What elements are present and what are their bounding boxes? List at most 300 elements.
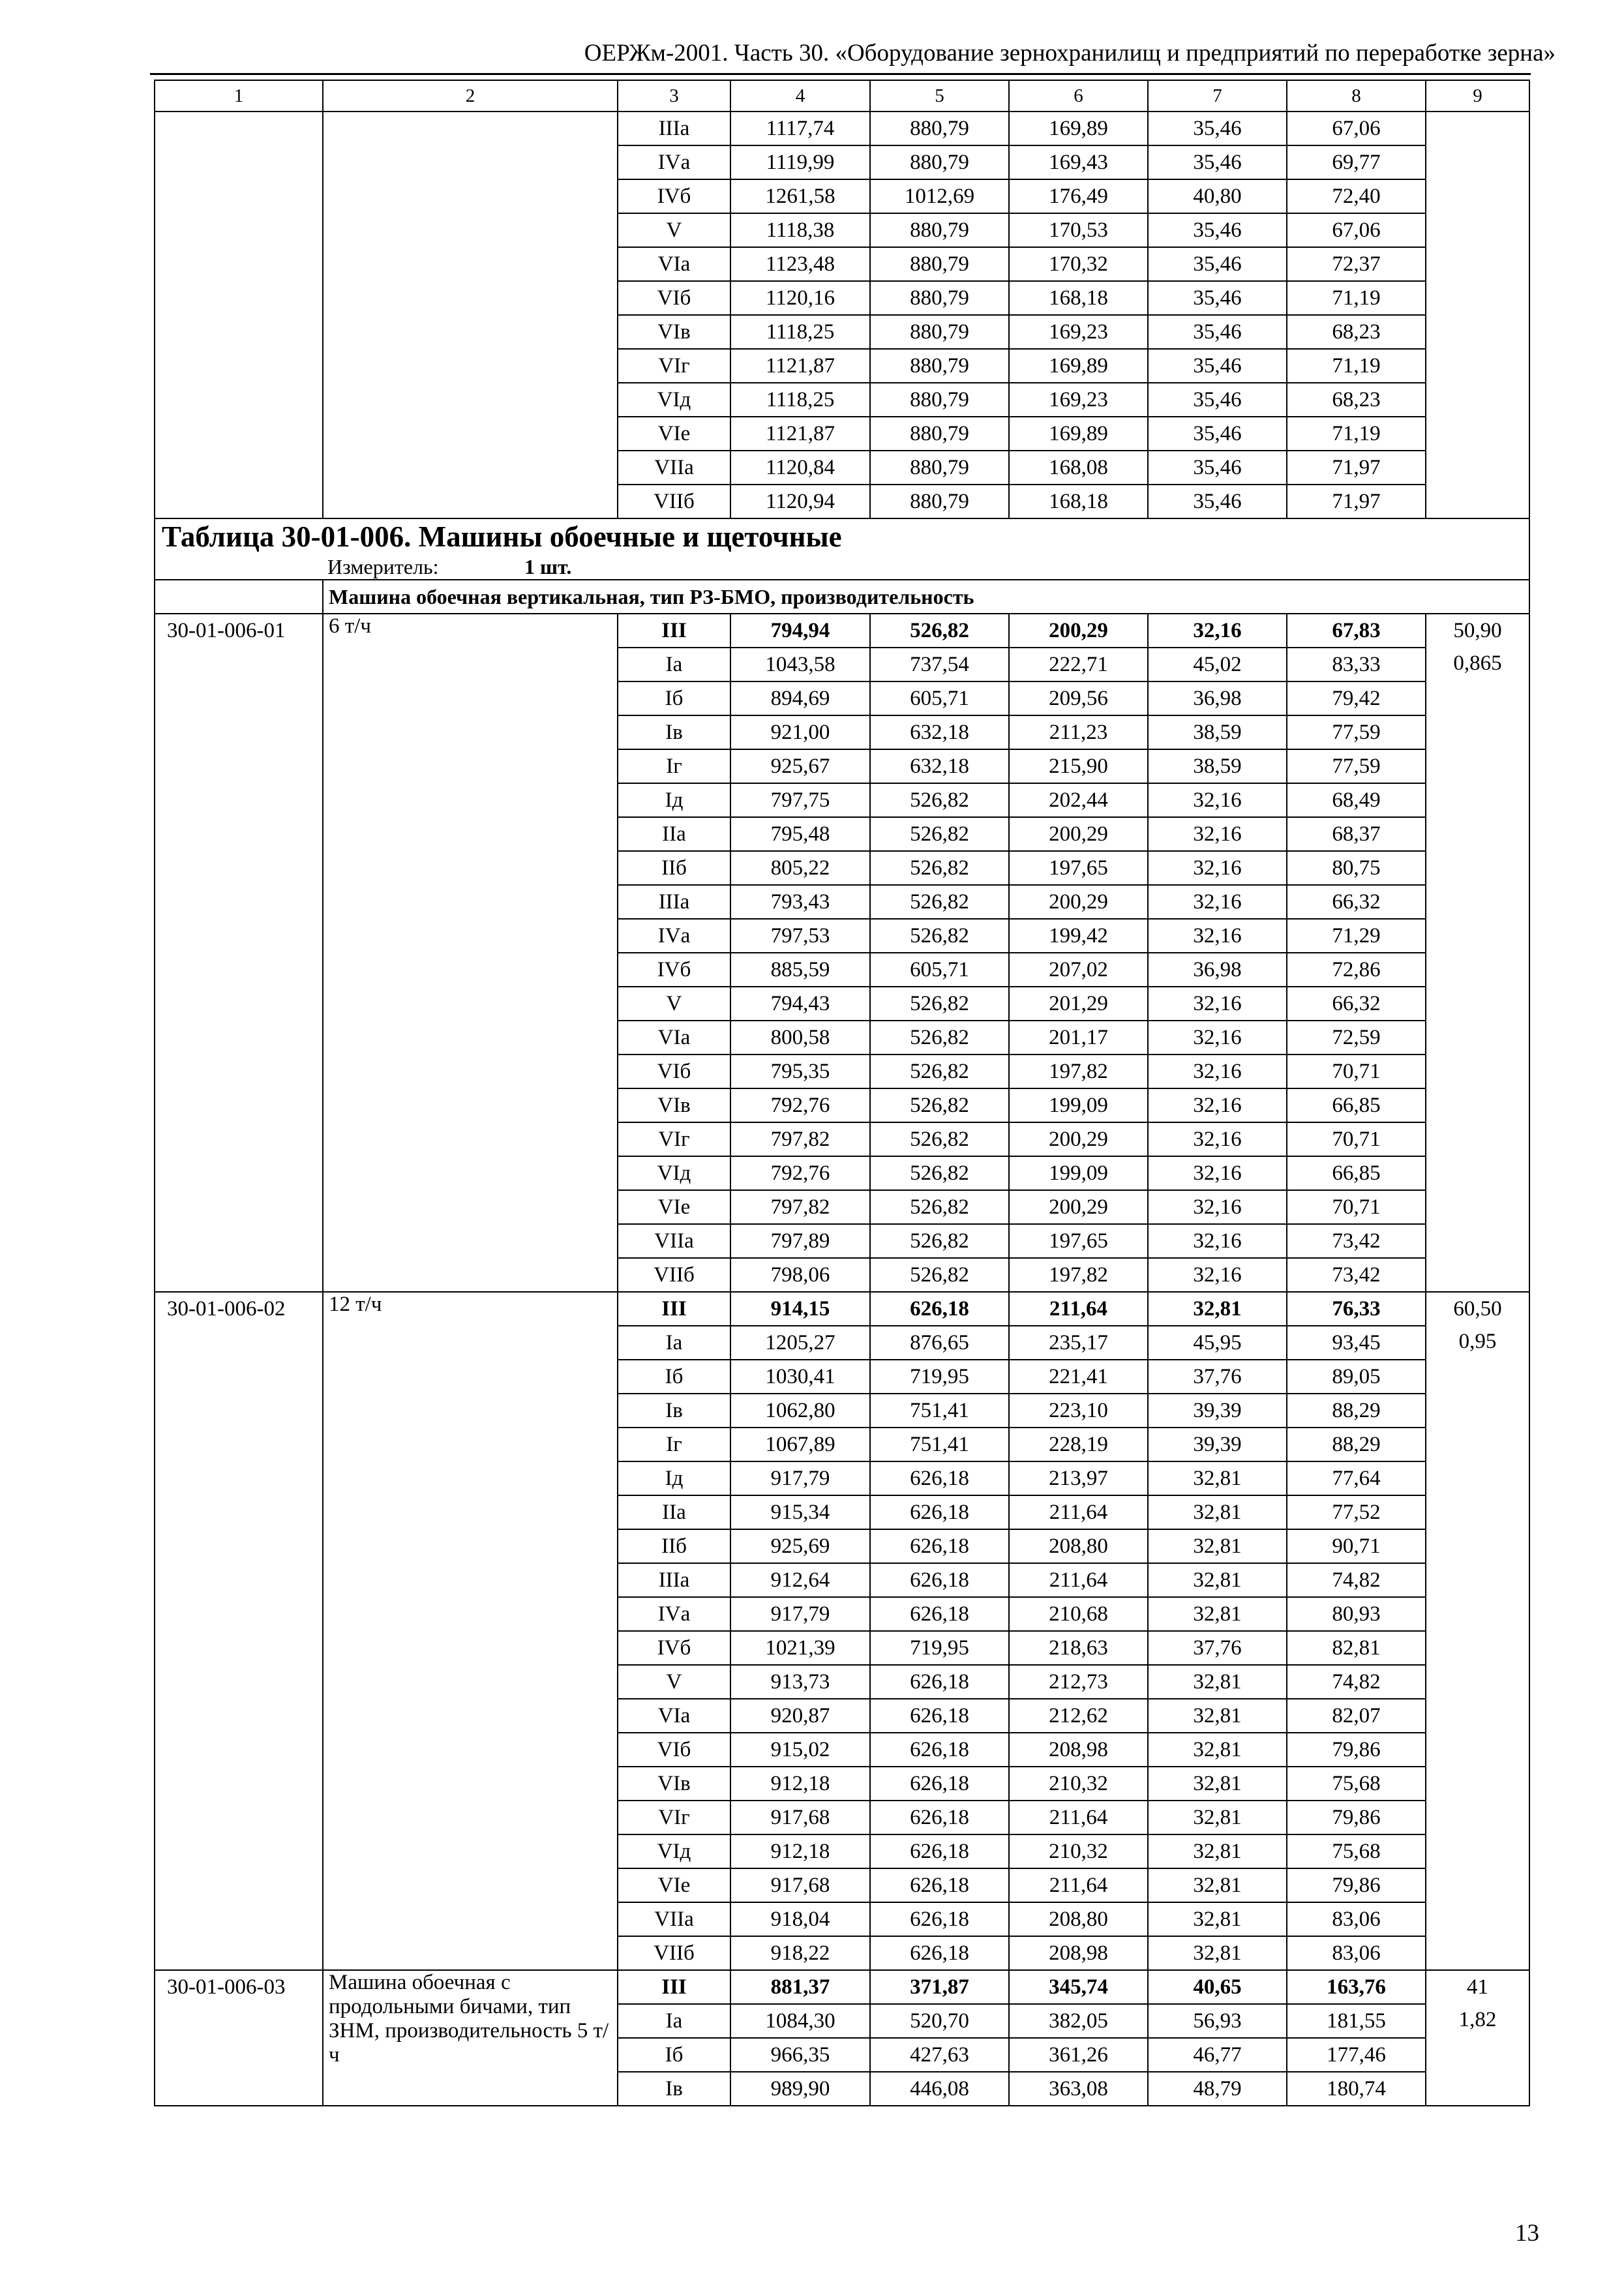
value-cell: 209,56 — [1009, 681, 1148, 715]
unit-label: Измеритель: — [327, 555, 439, 578]
value-cell: 202,44 — [1009, 783, 1148, 817]
value-cell: 208,98 — [1009, 1936, 1148, 1970]
value-cell: 38,59 — [1148, 749, 1287, 783]
zone-cell: IVб — [618, 953, 730, 987]
value-cell: 880,79 — [870, 315, 1009, 349]
value-cell: 168,18 — [1009, 281, 1148, 315]
zone-cell: VIа — [618, 1699, 730, 1733]
section-title: Машина обоечная вертикальная, тип РЗ-БМО, производительность — [323, 580, 1529, 614]
value-cell: 32,81 — [1148, 1902, 1287, 1936]
value-cell: 526,82 — [870, 1190, 1009, 1224]
value-cell: 74,82 — [1287, 1665, 1426, 1699]
zone-cell: IIIа — [618, 1563, 730, 1597]
table-row — [155, 112, 1529, 145]
value-cell: 32,16 — [1148, 614, 1287, 648]
value-cell: 200,29 — [1009, 1122, 1148, 1156]
value-cell: 880,79 — [870, 417, 1009, 451]
value-cell: 1030,41 — [730, 1360, 870, 1394]
value-cell: 200,29 — [1009, 614, 1148, 648]
value-cell: 80,93 — [1287, 1597, 1426, 1631]
page-number: 13 — [1515, 2220, 1539, 2247]
value-cell: 35,46 — [1148, 145, 1287, 179]
value-cell: 894,69 — [730, 681, 870, 715]
value-cell: 213,97 — [1009, 1461, 1148, 1495]
value-cell: 626,18 — [870, 1665, 1009, 1699]
value-cell: 526,82 — [870, 919, 1009, 953]
column-number: 3 — [618, 80, 730, 112]
value-cell: 72,86 — [1287, 953, 1426, 987]
value-cell: 199,42 — [1009, 919, 1148, 953]
value-cell: 45,95 — [1148, 1326, 1287, 1360]
zone-cell: IIа — [618, 817, 730, 851]
value-cell: 77,64 — [1287, 1461, 1426, 1495]
value-cell: 793,43 — [730, 885, 870, 919]
value-cell: 77,52 — [1287, 1495, 1426, 1529]
value-cell: 1118,38 — [730, 213, 870, 247]
value-cell: 169,89 — [1009, 349, 1148, 383]
table-title: Таблица 30-01-006. Машины обоечные и щеточные — [155, 518, 1529, 554]
value-cell: 168,18 — [1009, 485, 1148, 518]
value-cell: 207,02 — [1009, 953, 1148, 987]
value-cell: 32,16 — [1148, 1190, 1287, 1224]
value-cell: 626,18 — [870, 1563, 1009, 1597]
value-cell: 918,04 — [730, 1902, 870, 1936]
value-cell: 925,69 — [730, 1529, 870, 1563]
value-cell: 912,18 — [730, 1834, 870, 1868]
value-cell: 795,48 — [730, 817, 870, 851]
extra-value: 60,50 — [1453, 1297, 1502, 1321]
value-cell: 1067,89 — [730, 1428, 870, 1461]
value-cell: 526,82 — [870, 1258, 1009, 1292]
value-cell: 794,43 — [730, 987, 870, 1021]
value-cell: 70,71 — [1287, 1055, 1426, 1088]
value-cell: 1043,58 — [730, 648, 870, 681]
value-cell: 168,08 — [1009, 451, 1148, 485]
value-cell: 1062,80 — [730, 1394, 870, 1428]
value-cell: 35,46 — [1148, 383, 1287, 417]
value-cell: 921,00 — [730, 715, 870, 749]
value-cell: 918,22 — [730, 1936, 870, 1970]
value-cell: 199,09 — [1009, 1156, 1148, 1190]
zone-cell: VIIа — [618, 1224, 730, 1258]
value-cell: 912,18 — [730, 1767, 870, 1801]
value-cell: 77,59 — [1287, 749, 1426, 783]
zone-cell: Iд — [618, 783, 730, 817]
value-cell: 32,81 — [1148, 1665, 1287, 1699]
value-cell: 200,29 — [1009, 885, 1148, 919]
column-number: 7 — [1148, 80, 1287, 112]
value-cell: 66,32 — [1287, 987, 1426, 1021]
value-cell: 71,19 — [1287, 281, 1426, 315]
value-cell: 751,41 — [870, 1394, 1009, 1428]
unit-row — [155, 554, 1529, 580]
value-cell: 35,46 — [1148, 451, 1287, 485]
value-cell: 32,16 — [1148, 1224, 1287, 1258]
value-cell: 180,74 — [1287, 2072, 1426, 2106]
zone-cell: Iв — [618, 2072, 730, 2106]
value-cell: 626,18 — [870, 1461, 1009, 1495]
value-cell: 218,63 — [1009, 1631, 1148, 1665]
value-cell: 79,86 — [1287, 1733, 1426, 1767]
value-cell: 626,18 — [870, 1597, 1009, 1631]
value-cell: 70,71 — [1287, 1122, 1426, 1156]
value-cell: 32,81 — [1148, 1801, 1287, 1834]
zone-cell: V — [618, 213, 730, 247]
value-cell: 38,59 — [1148, 715, 1287, 749]
value-cell: 626,18 — [870, 1767, 1009, 1801]
value-cell: 35,46 — [1148, 485, 1287, 518]
zone-cell: V — [618, 987, 730, 1021]
zone-cell: VIа — [618, 1021, 730, 1055]
zone-cell: Iв — [618, 1394, 730, 1428]
value-cell: 912,64 — [730, 1563, 870, 1597]
unit-value: 1 шт. — [524, 555, 572, 578]
value-cell: 914,15 — [730, 1292, 870, 1326]
value-cell: 626,18 — [870, 1801, 1009, 1834]
value-cell: 73,42 — [1287, 1224, 1426, 1258]
value-cell: 526,82 — [870, 1021, 1009, 1055]
zone-cell: VIв — [618, 1088, 730, 1122]
extra-cell — [1426, 112, 1529, 518]
value-cell: 526,82 — [870, 1088, 1009, 1122]
value-cell: 32,16 — [1148, 851, 1287, 885]
value-cell: 1261,58 — [730, 179, 870, 213]
value-cell: 77,59 — [1287, 715, 1426, 749]
value-cell: 913,73 — [730, 1665, 870, 1699]
value-cell: 526,82 — [870, 1122, 1009, 1156]
value-cell: 67,83 — [1287, 614, 1426, 648]
value-cell: 45,02 — [1148, 648, 1287, 681]
value-cell: 32,81 — [1148, 1563, 1287, 1597]
value-cell: 626,18 — [870, 1834, 1009, 1868]
value-cell: 526,82 — [870, 885, 1009, 919]
value-cell: 66,85 — [1287, 1156, 1426, 1190]
value-cell: 1120,94 — [730, 485, 870, 518]
zone-cell: VIIа — [618, 1902, 730, 1936]
value-cell: 68,49 — [1287, 783, 1426, 817]
value-cell: 211,64 — [1009, 1292, 1148, 1326]
value-cell: 210,32 — [1009, 1767, 1148, 1801]
value-cell: 805,22 — [730, 851, 870, 885]
extra-value: 0,95 — [1458, 1330, 1497, 1353]
zone-cell: VIб — [618, 1055, 730, 1088]
value-cell: 526,82 — [870, 783, 1009, 817]
value-cell: 915,34 — [730, 1495, 870, 1529]
value-cell: 80,75 — [1287, 851, 1426, 885]
zone-cell: VIв — [618, 315, 730, 349]
value-cell: 215,90 — [1009, 749, 1148, 783]
zone-cell: VIе — [618, 1868, 730, 1902]
value-cell: 719,95 — [870, 1360, 1009, 1394]
value-cell: 632,18 — [870, 715, 1009, 749]
value-cell: 792,76 — [730, 1088, 870, 1122]
value-cell: 632,18 — [870, 749, 1009, 783]
value-cell: 32,81 — [1148, 1936, 1287, 1970]
value-cell: 526,82 — [870, 1156, 1009, 1190]
zone-cell: III — [618, 1292, 730, 1326]
zone-cell: VIе — [618, 417, 730, 451]
value-cell: 880,79 — [870, 213, 1009, 247]
zone-cell: IVб — [618, 1631, 730, 1665]
value-cell: 35,46 — [1148, 112, 1287, 145]
value-cell: 46,77 — [1148, 2038, 1287, 2072]
value-cell: 880,79 — [870, 383, 1009, 417]
zone-cell: Iв — [618, 715, 730, 749]
value-cell: 32,16 — [1148, 1021, 1287, 1055]
value-cell: 72,40 — [1287, 179, 1426, 213]
value-cell: 56,93 — [1148, 2004, 1287, 2038]
value-cell: 382,05 — [1009, 2004, 1148, 2038]
value-cell: 363,08 — [1009, 2072, 1148, 2106]
value-cell: 169,23 — [1009, 383, 1148, 417]
value-cell: 526,82 — [870, 987, 1009, 1021]
value-cell: 163,76 — [1287, 1970, 1426, 2004]
value-cell: 32,81 — [1148, 1597, 1287, 1631]
value-cell: 68,23 — [1287, 315, 1426, 349]
value-cell: 917,68 — [730, 1801, 870, 1834]
value-cell: 40,65 — [1148, 1970, 1287, 2004]
column-number: 6 — [1009, 80, 1148, 112]
value-cell: 917,68 — [730, 1868, 870, 1902]
value-cell: 880,79 — [870, 145, 1009, 179]
table-title-row — [155, 518, 1529, 554]
value-cell: 32,81 — [1148, 1733, 1287, 1767]
value-cell: 427,63 — [870, 2038, 1009, 2072]
column-number: 8 — [1287, 80, 1426, 112]
code-cell: 30-01-006-01 — [155, 614, 323, 1292]
value-cell: 221,41 — [1009, 1360, 1148, 1394]
value-cell: 228,19 — [1009, 1428, 1148, 1461]
value-cell: 89,05 — [1287, 1360, 1426, 1394]
column-number-row — [155, 80, 1529, 112]
value-cell: 1012,69 — [870, 179, 1009, 213]
zone-cell: VIв — [618, 1767, 730, 1801]
value-cell: 1120,16 — [730, 281, 870, 315]
value-cell: 169,89 — [1009, 112, 1148, 145]
value-cell: 626,18 — [870, 1292, 1009, 1326]
column-number: 2 — [323, 80, 618, 112]
value-cell: 169,89 — [1009, 417, 1148, 451]
table-row — [155, 1292, 1529, 1326]
value-cell: 626,18 — [870, 1699, 1009, 1733]
value-cell: 83,06 — [1287, 1902, 1426, 1936]
value-cell: 90,71 — [1287, 1529, 1426, 1563]
zone-cell: IIб — [618, 851, 730, 885]
description-cell — [323, 112, 618, 518]
value-cell: 626,18 — [870, 1495, 1009, 1529]
value-cell: 1121,87 — [730, 349, 870, 383]
value-cell: 32,81 — [1148, 1292, 1287, 1326]
value-cell: 71,29 — [1287, 919, 1426, 953]
value-cell: 917,79 — [730, 1461, 870, 1495]
value-cell: 881,37 — [730, 1970, 870, 2004]
value-cell: 32,16 — [1148, 919, 1287, 953]
value-cell: 446,08 — [870, 2072, 1009, 2106]
value-cell: 67,06 — [1287, 112, 1426, 145]
value-cell: 32,16 — [1148, 987, 1287, 1021]
value-cell: 800,58 — [730, 1021, 870, 1055]
value-cell: 795,35 — [730, 1055, 870, 1088]
value-cell: 82,81 — [1287, 1631, 1426, 1665]
value-cell: 71,19 — [1287, 349, 1426, 383]
value-cell: 32,16 — [1148, 1122, 1287, 1156]
running-header: ОЕРЖм-2001. Часть 30. «Оборудование зернохранилищ и предприятий по переработке зерна» — [584, 40, 1556, 67]
zone-cell: IIIа — [618, 112, 730, 145]
value-cell: 989,90 — [730, 2072, 870, 2106]
unit-cell — [155, 554, 1529, 580]
value-cell: 222,71 — [1009, 648, 1148, 681]
value-cell: 235,17 — [1009, 1326, 1148, 1360]
value-cell: 79,86 — [1287, 1868, 1426, 1902]
zone-cell: IVб — [618, 179, 730, 213]
value-cell: 70,71 — [1287, 1190, 1426, 1224]
value-cell: 32,16 — [1148, 817, 1287, 851]
value-cell: 211,64 — [1009, 1495, 1148, 1529]
value-cell: 32,16 — [1148, 1258, 1287, 1292]
value-cell: 35,46 — [1148, 247, 1287, 281]
value-cell: 35,46 — [1148, 349, 1287, 383]
value-cell: 74,82 — [1287, 1563, 1426, 1597]
value-cell: 626,18 — [870, 1868, 1009, 1902]
value-cell: 83,33 — [1287, 648, 1426, 681]
value-cell: 751,41 — [870, 1428, 1009, 1461]
value-cell: 626,18 — [870, 1936, 1009, 1970]
code-cell: 30-01-006-03 — [155, 1970, 323, 2106]
value-cell: 169,43 — [1009, 145, 1148, 179]
zone-cell: VIIб — [618, 485, 730, 518]
value-cell: 88,29 — [1287, 1394, 1426, 1428]
zone-cell: VIд — [618, 383, 730, 417]
zone-cell: IVа — [618, 145, 730, 179]
value-cell: 1119,99 — [730, 145, 870, 179]
value-cell: 72,59 — [1287, 1021, 1426, 1055]
value-cell: 1118,25 — [730, 315, 870, 349]
value-cell: 200,29 — [1009, 1190, 1148, 1224]
extra-cell — [1426, 1292, 1529, 1970]
value-cell: 197,65 — [1009, 851, 1148, 885]
zone-cell: VIд — [618, 1156, 730, 1190]
value-cell: 792,76 — [730, 1156, 870, 1190]
value-cell: 210,32 — [1009, 1834, 1148, 1868]
value-cell: 75,68 — [1287, 1767, 1426, 1801]
value-cell: 211,23 — [1009, 715, 1148, 749]
zone-cell: III — [618, 614, 730, 648]
value-cell: 200,29 — [1009, 817, 1148, 851]
value-cell: 66,32 — [1287, 885, 1426, 919]
value-cell: 197,82 — [1009, 1258, 1148, 1292]
zone-cell: IIа — [618, 1495, 730, 1529]
section-code-cell — [155, 580, 323, 614]
value-cell: 32,81 — [1148, 1868, 1287, 1902]
value-cell: 797,89 — [730, 1224, 870, 1258]
value-cell: 199,09 — [1009, 1088, 1148, 1122]
rates-table — [154, 80, 1530, 2106]
header-rule — [150, 73, 1531, 75]
value-cell: 66,85 — [1287, 1088, 1426, 1122]
zone-cell: Iг — [618, 1428, 730, 1461]
value-cell: 1120,84 — [730, 451, 870, 485]
column-number: 5 — [870, 80, 1009, 112]
value-cell: 797,82 — [730, 1122, 870, 1156]
value-cell: 223,10 — [1009, 1394, 1148, 1428]
value-cell: 880,79 — [870, 349, 1009, 383]
value-cell: 71,19 — [1287, 417, 1426, 451]
value-cell: 797,82 — [730, 1190, 870, 1224]
value-cell: 876,65 — [870, 1326, 1009, 1360]
value-cell: 526,82 — [870, 817, 1009, 851]
description-cell: Машина обоечная с продольными бичами, тип ЗНМ, производительность 5 т/ч — [323, 1970, 618, 2106]
value-cell: 798,06 — [730, 1258, 870, 1292]
value-cell: 177,46 — [1287, 2038, 1426, 2072]
value-cell: 169,23 — [1009, 315, 1148, 349]
value-cell: 35,46 — [1148, 417, 1287, 451]
value-cell: 520,70 — [870, 2004, 1009, 2038]
zone-cell: VIг — [618, 1122, 730, 1156]
value-cell: 32,81 — [1148, 1495, 1287, 1529]
value-cell: 71,97 — [1287, 451, 1426, 485]
value-cell: 1205,27 — [730, 1326, 870, 1360]
value-cell: 915,02 — [730, 1733, 870, 1767]
zone-cell: Iа — [618, 1326, 730, 1360]
value-cell: 526,82 — [870, 851, 1009, 885]
zone-cell: Iд — [618, 1461, 730, 1495]
value-cell: 32,81 — [1148, 1834, 1287, 1868]
value-cell: 39,39 — [1148, 1394, 1287, 1428]
zone-cell: VIе — [618, 1190, 730, 1224]
zone-cell: VIб — [618, 281, 730, 315]
value-cell: 73,42 — [1287, 1258, 1426, 1292]
value-cell: 208,80 — [1009, 1529, 1148, 1563]
extra-value: 0,865 — [1453, 651, 1502, 675]
extra-cell — [1426, 1970, 1529, 2106]
value-cell: 361,26 — [1009, 2038, 1148, 2072]
value-cell: 211,64 — [1009, 1801, 1148, 1834]
value-cell: 39,39 — [1148, 1428, 1287, 1461]
value-cell: 32,81 — [1148, 1461, 1287, 1495]
table-row — [155, 614, 1529, 648]
value-cell: 1084,30 — [730, 2004, 870, 2038]
value-cell: 526,82 — [870, 614, 1009, 648]
section-row — [155, 580, 1529, 614]
extra-value: 50,90 — [1453, 619, 1502, 642]
value-cell: 345,74 — [1009, 1970, 1148, 2004]
value-cell: 208,98 — [1009, 1733, 1148, 1767]
extra-cell — [1426, 614, 1529, 1292]
value-cell: 920,87 — [730, 1699, 870, 1733]
value-cell: 35,46 — [1148, 315, 1287, 349]
value-cell: 794,94 — [730, 614, 870, 648]
value-cell: 37,76 — [1148, 1360, 1287, 1394]
value-cell: 37,76 — [1148, 1631, 1287, 1665]
value-cell: 32,16 — [1148, 1156, 1287, 1190]
value-cell: 1117,74 — [730, 112, 870, 145]
value-cell: 75,68 — [1287, 1834, 1426, 1868]
value-cell: 40,80 — [1148, 179, 1287, 213]
value-cell: 79,86 — [1287, 1801, 1426, 1834]
value-cell: 79,42 — [1287, 681, 1426, 715]
column-number: 1 — [155, 80, 323, 112]
value-cell: 36,98 — [1148, 681, 1287, 715]
value-cell: 737,54 — [870, 648, 1009, 681]
zone-cell: Iг — [618, 749, 730, 783]
value-cell: 32,81 — [1148, 1529, 1287, 1563]
value-cell: 67,06 — [1287, 213, 1426, 247]
zone-cell: VIIа — [618, 451, 730, 485]
value-cell: 76,33 — [1287, 1292, 1426, 1326]
column-number: 4 — [730, 80, 870, 112]
value-cell: 93,45 — [1287, 1326, 1426, 1360]
value-cell: 880,79 — [870, 112, 1009, 145]
